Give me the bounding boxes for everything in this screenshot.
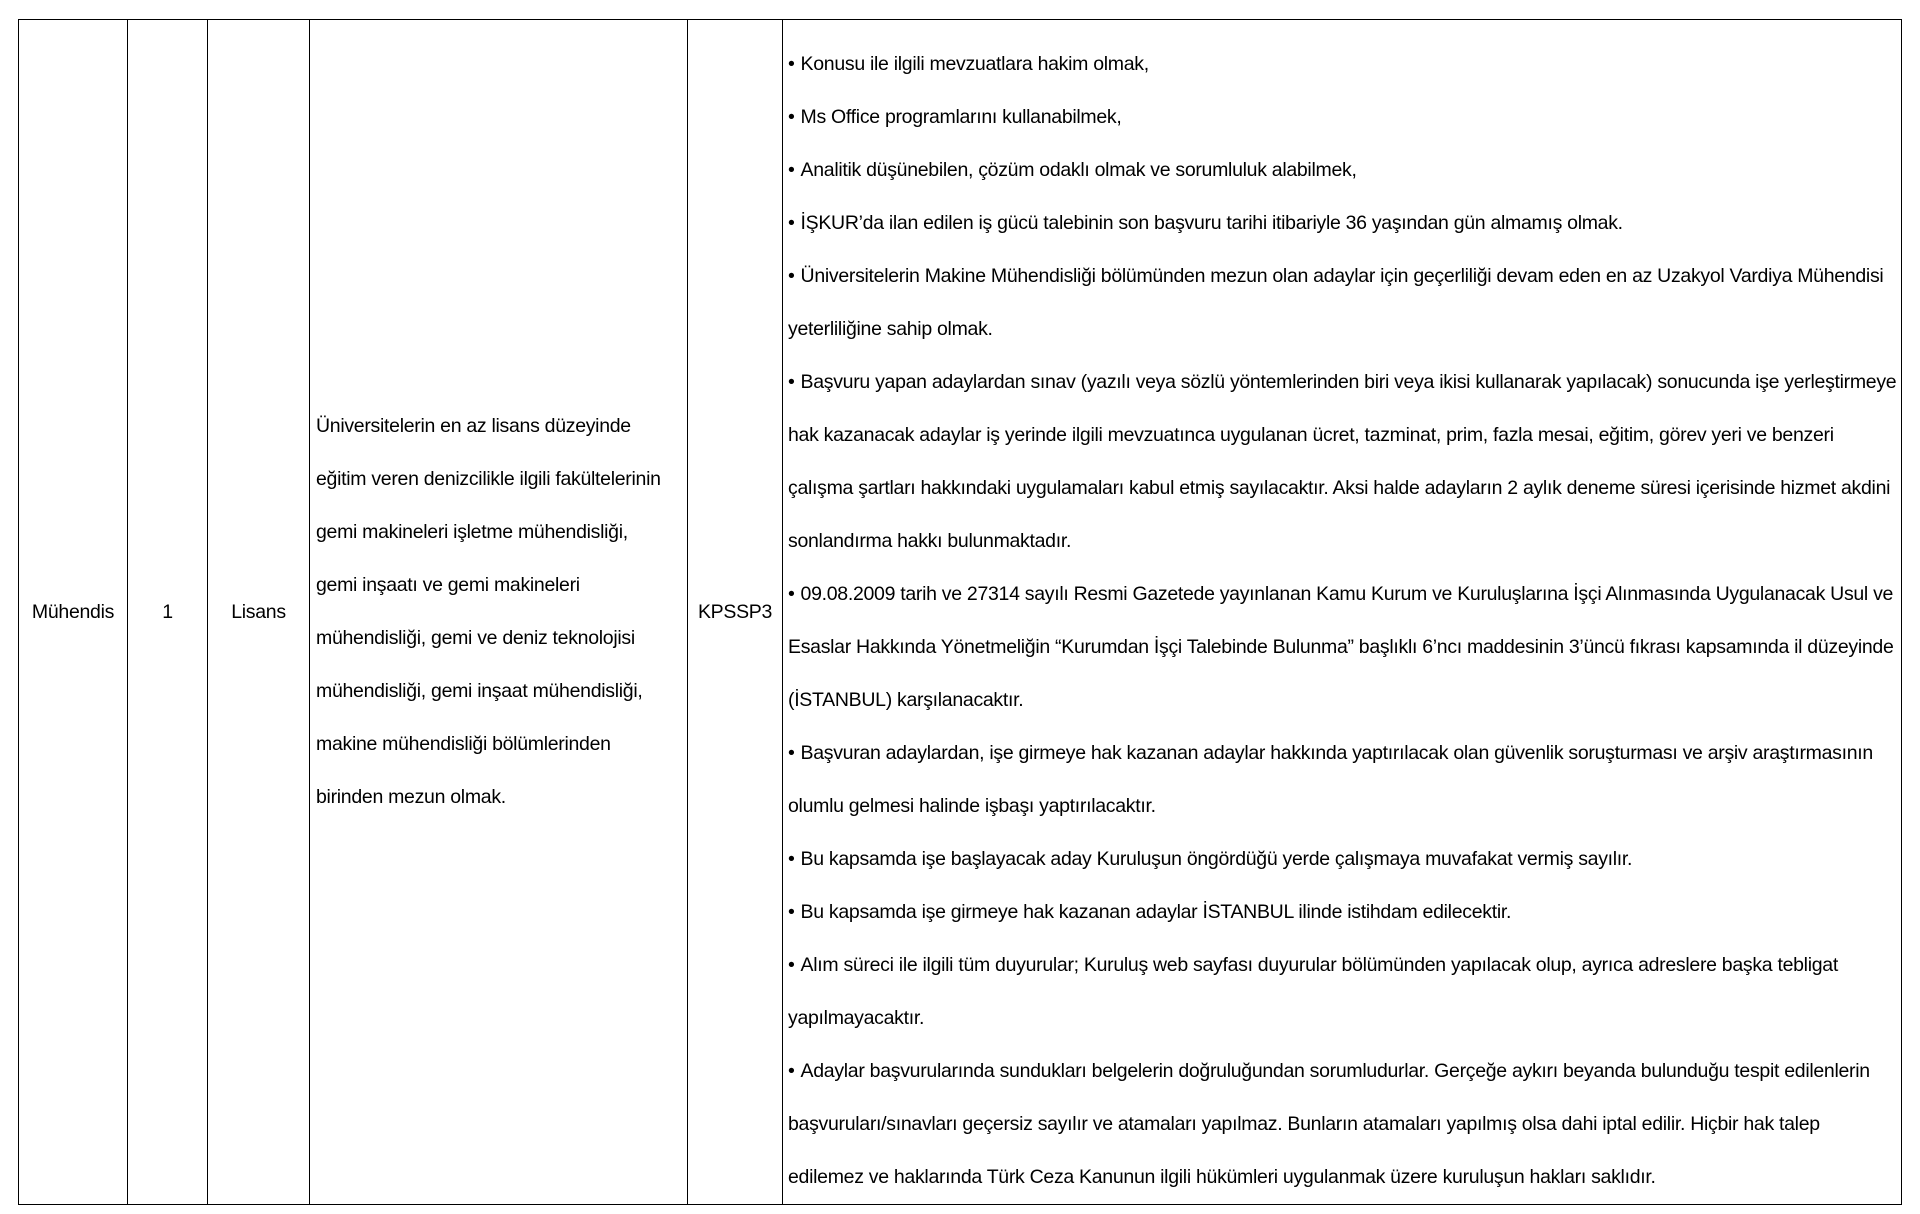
department-cell (310, 20, 688, 1205)
job-listing-table (18, 19, 1902, 1205)
list-item: • Konusu ile ilgili mevzuatlara hakim olmak, (788, 38, 1897, 91)
count-text: 1 (162, 600, 173, 623)
department-line: gemi makineleri işletme mühendisliği, (316, 521, 628, 543)
list-item: • Bu kapsamda işe girmeye hak kazanan adaylar İSTANBUL ilinde istihdam edilecektir. (788, 886, 1897, 939)
department-line: mühendisliği, gemi ve deniz teknolojisi (316, 627, 635, 649)
position-cell (19, 20, 128, 1205)
education-cell (208, 20, 310, 1205)
department-line: birinden mezun olmak. (316, 786, 506, 808)
list-item: • 09.08.2009 tarih ve 27314 sayılı Resmi Gazetede yayınlanan Kamu Kurum ve Kuruluşlarına İşçi Alınmasında Uygulanacak Usul ve Esaslar Hakkında Yönetmeliğin “Kurumdan İşçi Talebinde Bulunma” başlıklı 6’ncı maddesinin 3’üncü fıkrası kapsamında il düzeyinde (İSTANBUL) karşılanacaktır. (788, 568, 1897, 727)
department-text (316, 400, 687, 824)
count-cell (128, 20, 208, 1205)
requirements-list (788, 38, 1897, 1204)
requirements-cell (783, 20, 1902, 1205)
list-item: • Başvuran adaylardan, işe girmeye hak kazanan adaylar hakkında yaptırılacak olan güvenlik soruşturması ve arşiv araştırmasının olumlu gelmesi halinde işbaşı yaptırılacaktır. (788, 727, 1897, 833)
list-item: • Adaylar başvurularında sundukları belgelerin doğruluğundan sorumludurlar. Gerçeğe aykırı beyanda bulunduğu tespit edilenlerin başvuruları/sınavları geçersiz sayılır ve atamaları yapılmaz. Bunların atamaları yapılmış olsa dahi iptal edilir. Hiçbir hak talep edilemez ve haklarında Türk Ceza Kanunun ilgili hükümleri uygulanmak üzere kuruluşun hakları saklıdır. (788, 1045, 1897, 1204)
department-line: makine mühendisliği bölümlerinden (316, 733, 611, 755)
department-line: eğitim veren denizcilikle ilgili fakültelerinin (316, 468, 661, 490)
list-item: • Analitik düşünebilen, çözüm odaklı olmak ve sorumluluk alabilmek, (788, 144, 1897, 197)
list-item: • Ms Office programlarını kullanabilmek, (788, 91, 1897, 144)
department-line: Üniversitelerin en az lisans düzeyinde (316, 415, 631, 437)
department-line: gemi inşaatı ve gemi makineleri (316, 574, 580, 596)
list-item: • İŞKUR’da ilan edilen iş gücü talebinin son başvuru tarihi itibariyle 36 yaşından gün almamış olmak. (788, 197, 1897, 250)
list-item: • Üniversitelerin Makine Mühendisliği bölümünden mezun olan adaylar için geçerliliği devam eden en az Uzakyol Vardiya Mühendisi yeterliliğine sahip olmak. (788, 250, 1897, 356)
education-text: Lisans (231, 600, 286, 623)
exam-cell (688, 20, 783, 1205)
position-text: Mühendis (31, 600, 115, 623)
list-item: • Başvuru yapan adaylardan sınav (yazılı veya sözlü yöntemlerinden biri veya ikisi kullanarak yapılacak) sonucunda işe yerleştirmeye hak kazanacak adaylar iş yerinde ilgili mevzuatınca uygulanan ücret, tazminat, prim, fazla mesai, eğitim, görev yeri ve benzeri çalışma şartları hakkındaki uygulamaları kabul etmiş sayılacaktır. Aksi halde adayların 2 aylık deneme süresi içerisinde hizmet akdini sonlandırma hakkı bulunmaktadır. (788, 356, 1897, 568)
exam-text: KPSSP3 (697, 600, 773, 623)
department-line: mühendisliği, gemi inşaat mühendisliği, (316, 680, 643, 702)
table-row (19, 20, 1902, 1205)
list-item: • Bu kapsamda işe başlayacak aday Kuruluşun öngördüğü yerde çalışmaya muvafakat vermiş sayılır. (788, 833, 1897, 886)
list-item: • Alım süreci ile ilgili tüm duyurular; Kuruluş web sayfası duyurular bölümünden yapılacak olup, ayrıca adreslere başka tebligat yapılmayacaktır. (788, 939, 1897, 1045)
